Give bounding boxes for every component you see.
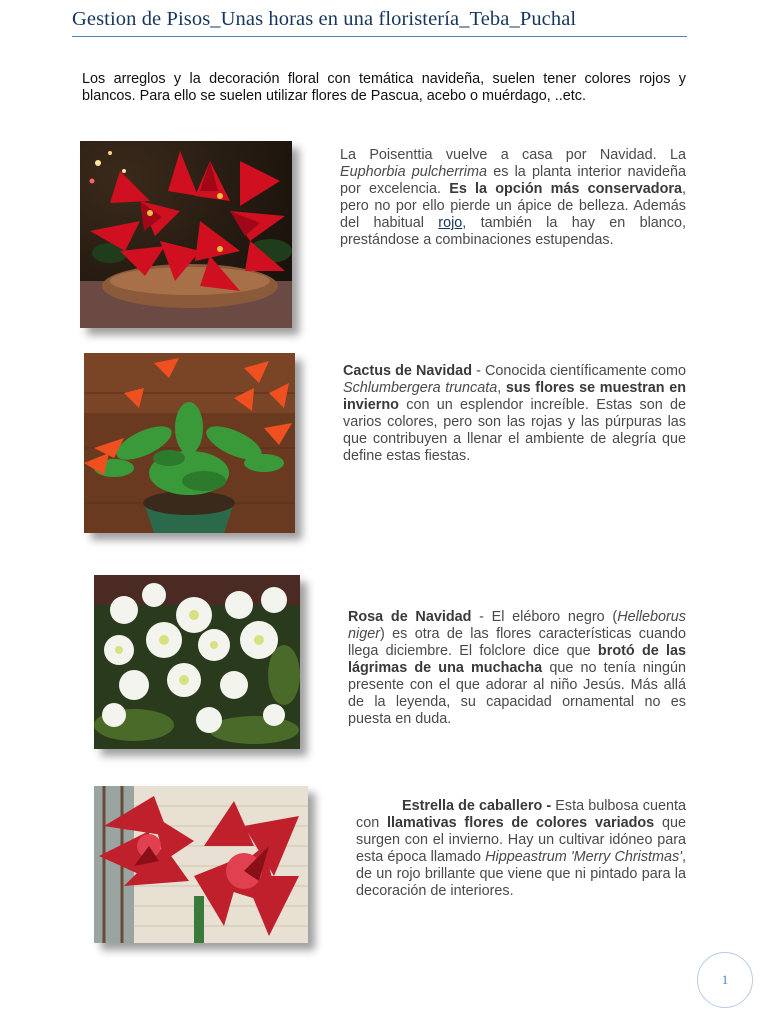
cactus-description: Cactus de Navidad - Conocida científicamente como Schlumbergera truncata, sus flores se muestran en invierno con un esplendor increíble. Estas son de varios colores, pero son las rojas y las púrpuras las que contribuyen a llenar el ambiente de alegría que define estas fiestas. — [343, 363, 686, 464]
amaryllis-photo — [94, 786, 308, 943]
page-number — [697, 952, 753, 1008]
hellebore-description: Rosa de Navidad - El eléboro negro (Helleborus niger) es otra de las flores características cuando llega diciembre. El folclore dice que brotó de las lágrimas de una muchacha que no tenía ningún presente con el que adorar al niño Jesús. Más allá de la leyenda, su capacidad ornamental no es puesta en duda. — [348, 609, 686, 727]
poinsettia-photo — [80, 141, 292, 328]
christmas-cactus-photo — [84, 353, 295, 533]
amaryllis-description: Estrella de caballero - Esta bulbosa cuenta con llamativas flores de colores variados que surgen con el invierno. Hay un cultivar idóneo para esta época llamado Hippeastrum 'Merry Christmas', de un rojo brillante que viene que ni pintado para la decoración de interiores. — [356, 798, 686, 899]
page-number-label: 1 — [721, 972, 729, 987]
document-title: Gestion de Pisos_Unas horas en una floristería_Teba_Puchal — [72, 8, 577, 30]
hellebore-photo — [94, 575, 300, 749]
poinsettia-description: La Poisenttia vuelve a casa por Navidad. La Euphorbia pulcherrima es la planta interior navideña por excelencia. Es la opción más conservadora, pero no por ello pierde un ápice de belleza. Además del habitual rojo, también la hay en blanco, prestándose a combinaciones estupendas. — [340, 147, 687, 248]
intro-paragraph: Los arreglos y la decoración floral con temática navideña, suelen tener colores rojos y blancos. Para ello se suelen utilizar flores de Pascua, acebo o muérdago, ..etc. — [82, 71, 686, 104]
page-header — [72, 8, 687, 37]
rojo-link[interactable]: rojo — [438, 215, 463, 231]
